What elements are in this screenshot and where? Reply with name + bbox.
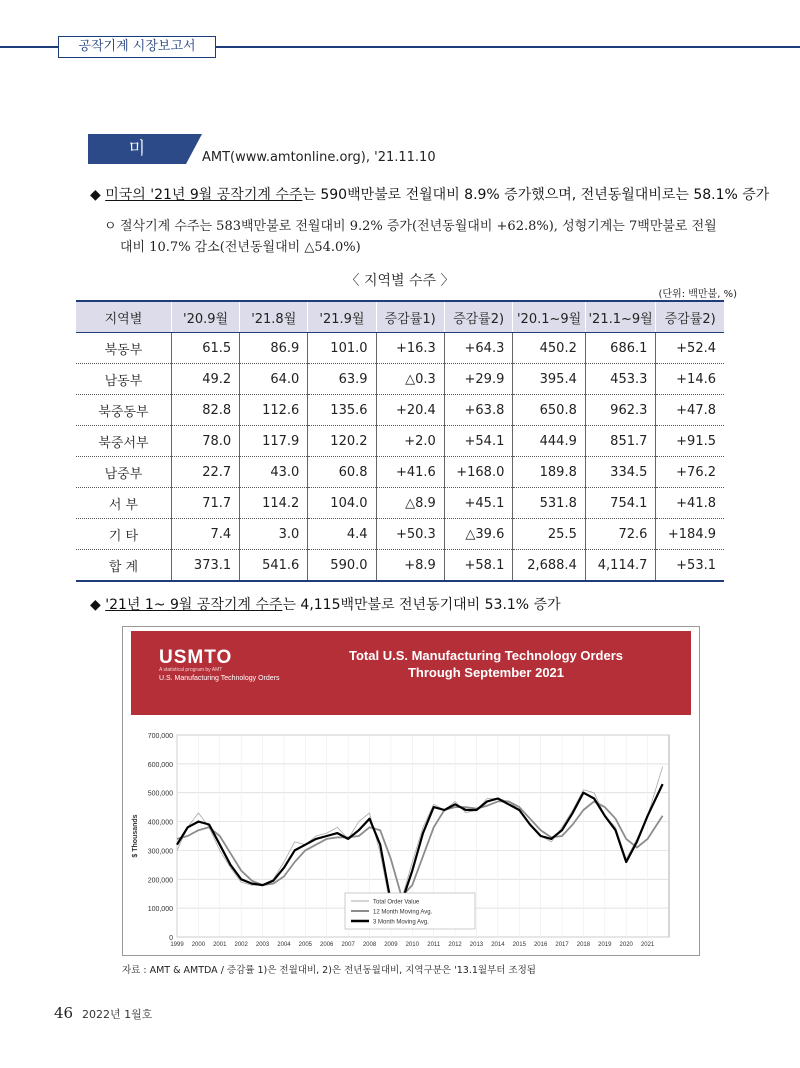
bullet-1-underlined: 미국의 '21년 9월 공작기계 수주 (105, 187, 303, 203)
table-cell: +168.0 (444, 457, 513, 488)
diamond-bullet-icon: ◆ (90, 597, 101, 613)
bullet-1-text: 는 590백만불로 전월대비 8.9% 증가했으며, 전년동월대비로는 58.1% 증가 (302, 187, 770, 203)
table-cell: 60.8 (308, 457, 376, 488)
table-cell: +14.6 (656, 364, 724, 395)
table-row (76, 457, 724, 488)
table-cell: +76.2 (656, 457, 724, 488)
table-row (76, 333, 724, 364)
table-cell: +63.8 (444, 395, 513, 426)
y-tick-label: 300,000 (147, 848, 173, 856)
x-tick-label: 2008 (362, 942, 377, 948)
chart-banner (131, 631, 691, 715)
report-title-tab: 공작기계 시장보고서 (58, 36, 216, 58)
table-cell: 851.7 (585, 426, 656, 457)
bullet-2-underlined: '21년 1~ 9월 공작기계 수주 (105, 597, 283, 613)
usmto-logo-subtitle: A statistical program by AMT (159, 667, 223, 673)
table-cell: △0.3 (376, 364, 444, 395)
chart-title (321, 647, 651, 681)
table-cell: 112.6 (240, 395, 308, 426)
detail-bullet (104, 216, 724, 258)
table-row (76, 519, 724, 550)
table-cell: +184.9 (656, 519, 724, 550)
table-row (76, 488, 724, 519)
table-cell: 49.2 (171, 364, 239, 395)
table-title: 〈 지역별 수주 〉 (345, 273, 455, 289)
table-cell: 453.3 (585, 364, 656, 395)
x-tick-label: 2017 (555, 942, 569, 948)
x-tick-label: 2002 (234, 942, 248, 948)
table-cell: +64.3 (444, 333, 513, 364)
legend-label: Total Order Value (373, 899, 420, 906)
table-cell: 43.0 (240, 457, 308, 488)
region-cell: 남동부 (76, 364, 171, 395)
chart-title-line-1: Total U.S. Manufacturing Technology Orders (349, 648, 623, 663)
table-cell: 7.4 (171, 519, 239, 550)
table-row (76, 395, 724, 426)
region-cell: 서 부 (76, 488, 171, 519)
regional-orders-table (76, 300, 724, 582)
x-tick-label: 2014 (491, 942, 505, 948)
region-cell: 합 계 (76, 550, 171, 582)
x-tick-label: 2021 (640, 942, 655, 948)
y-tick-label: 0 (169, 935, 173, 942)
table-cell: 4.4 (308, 519, 376, 550)
table-cell: 117.9 (240, 426, 308, 457)
bullet-2-text: 는 4,115백만불로 전년동기대비 53.1% 증가 (282, 597, 561, 613)
table-header-cell: 지역별 (76, 301, 171, 333)
table-cell: 754.1 (585, 488, 656, 519)
usmto-logo: USMTO (159, 647, 233, 668)
table-cell: 395.4 (513, 364, 585, 395)
table-cell: 450.2 (513, 333, 585, 364)
diamond-bullet-icon: ◆ (90, 187, 101, 203)
table-cell: +91.5 (656, 426, 724, 457)
table-cell: +29.9 (444, 364, 513, 395)
x-tick-label: 2009 (384, 942, 398, 948)
x-tick-label: 2011 (427, 942, 441, 948)
table-row (76, 364, 724, 395)
y-tick-label: 200,000 (147, 877, 173, 885)
y-axis-label: $ Thousands (132, 814, 139, 858)
legend-label: 12 Month Moving Avg. (373, 909, 433, 916)
x-tick-label: 2010 (405, 942, 419, 948)
summary-bullet-2 (90, 594, 561, 614)
x-tick-label: 2016 (533, 942, 548, 948)
table-cell: 334.5 (585, 457, 656, 488)
table-header-cell: 증감률2) (656, 301, 724, 333)
table-header-cell: '20.9월 (171, 301, 239, 333)
table-cell: 61.5 (171, 333, 239, 364)
region-cell: 남중부 (76, 457, 171, 488)
x-tick-label: 2012 (448, 942, 462, 948)
table-cell: 86.9 (240, 333, 308, 364)
table-cell: 63.9 (308, 364, 376, 395)
region-cell: 기 타 (76, 519, 171, 550)
y-tick-label: 600,000 (147, 761, 173, 769)
table-cell: 3.0 (240, 519, 308, 550)
table-cell: +54.1 (444, 426, 513, 457)
orders-chart-figure (122, 626, 700, 956)
table-cell: 373.1 (171, 550, 239, 582)
source-citation: AMT(www.amtonline.org), '21.11.10 (202, 150, 436, 165)
y-tick-label: 500,000 (147, 790, 173, 798)
table-cell: 71.7 (171, 488, 239, 519)
table-cell: 541.6 (240, 550, 308, 582)
table-cell: 82.8 (171, 395, 239, 426)
table-cell: 135.6 (308, 395, 376, 426)
table-cell: 650.8 (513, 395, 585, 426)
table-cell: △8.9 (376, 488, 444, 519)
table-cell: 114.2 (240, 488, 308, 519)
table-cell: +20.4 (376, 395, 444, 426)
usmto-tagline: U.S. Manufacturing Technology Orders (159, 675, 280, 682)
orders-line-chart (123, 717, 699, 953)
table-header-cell: 증감률1) (376, 301, 444, 333)
x-tick-label: 2015 (512, 942, 526, 948)
table-header-row (76, 301, 724, 333)
table-cell: 104.0 (308, 488, 376, 519)
table-cell: +8.9 (376, 550, 444, 582)
table-cell: 72.6 (585, 519, 656, 550)
x-tick-label: 2013 (469, 942, 484, 948)
table-cell: +53.1 (656, 550, 724, 582)
table-cell: 64.0 (240, 364, 308, 395)
x-tick-label: 2006 (320, 942, 334, 948)
issue-label: 2022년 1월호 (82, 1008, 153, 1021)
table-cell: +2.0 (376, 426, 444, 457)
table-cell: △39.6 (444, 519, 513, 550)
table-cell: +45.1 (444, 488, 513, 519)
x-tick-label: 2020 (619, 942, 633, 948)
table-header-cell: '21.1~9월 (585, 301, 656, 333)
table-cell: +47.8 (656, 395, 724, 426)
country-label: 미 국 (88, 134, 186, 164)
table-cell: 101.0 (308, 333, 376, 364)
table-cell: 22.7 (171, 457, 239, 488)
region-cell: 북동부 (76, 333, 171, 364)
table-cell: 531.8 (513, 488, 585, 519)
y-tick-label: 400,000 (147, 819, 173, 827)
country-label-tail (186, 134, 202, 164)
chart-title-line-2: Through September 2021 (407, 665, 565, 680)
table-cell: +50.3 (376, 519, 444, 550)
table-cell: 2,688.4 (513, 550, 585, 582)
table-cell: 25.5 (513, 519, 585, 550)
table-cell: +16.3 (376, 333, 444, 364)
x-tick-label: 2004 (277, 942, 291, 948)
page-number: 46 (54, 1004, 74, 1022)
x-tick-label: 1999 (170, 942, 184, 948)
region-cell: 북중동부 (76, 395, 171, 426)
table-header-cell: '20.1~9월 (513, 301, 585, 333)
table-cell: 78.0 (171, 426, 239, 457)
table-cell: +41.8 (656, 488, 724, 519)
table-cell: 4,114.7 (585, 550, 656, 582)
legend-label: 3 Month Moving Avg. (373, 919, 429, 926)
table-cell: +41.6 (376, 457, 444, 488)
table-cell: 686.1 (585, 333, 656, 364)
table-cell: +52.4 (656, 333, 724, 364)
x-tick-label: 2005 (298, 942, 313, 948)
table-header-cell: '21.8월 (240, 301, 308, 333)
x-tick-label: 2001 (213, 942, 227, 948)
x-tick-label: 2019 (598, 942, 612, 948)
table-cell: 590.0 (308, 550, 376, 582)
table-header-cell: '21.9월 (308, 301, 376, 333)
table-cell: 189.8 (513, 457, 585, 488)
table-row (76, 550, 724, 582)
y-tick-label: 700,000 (147, 733, 173, 740)
region-cell: 북중서부 (76, 426, 171, 457)
table-row (76, 426, 724, 457)
summary-bullet-1 (90, 184, 769, 204)
table-cell: 120.2 (308, 426, 376, 457)
table-unit: (단위: 백만불, %) (658, 289, 737, 300)
x-tick-label: 2018 (576, 942, 591, 948)
detail-bullet-text: 절삭기계 수주는 583백만불로 전월대비 9.2% 증가(전년동월대비 +62.8%), 성형기계는 7백만불로 전월대비 10.7% 감소(전년동월대비 △54.0%) (120, 219, 717, 255)
x-tick-label: 2003 (255, 942, 270, 948)
circle-bullet-icon: ㅇ (104, 219, 117, 234)
y-tick-label: 100,000 (147, 906, 173, 914)
table-cell: 962.3 (585, 395, 656, 426)
source-note: 자료 : AMT & AMTDA / 증감률 1)은 전월대비, 2)은 전년동월대비, 지역구분은 '13.1월부터 조정됨 (122, 965, 536, 976)
table-cell: 444.9 (513, 426, 585, 457)
x-tick-label: 2007 (341, 942, 355, 948)
table-header-cell: 증감률2) (444, 301, 513, 333)
table-cell: +58.1 (444, 550, 513, 582)
x-tick-label: 2000 (191, 942, 206, 948)
